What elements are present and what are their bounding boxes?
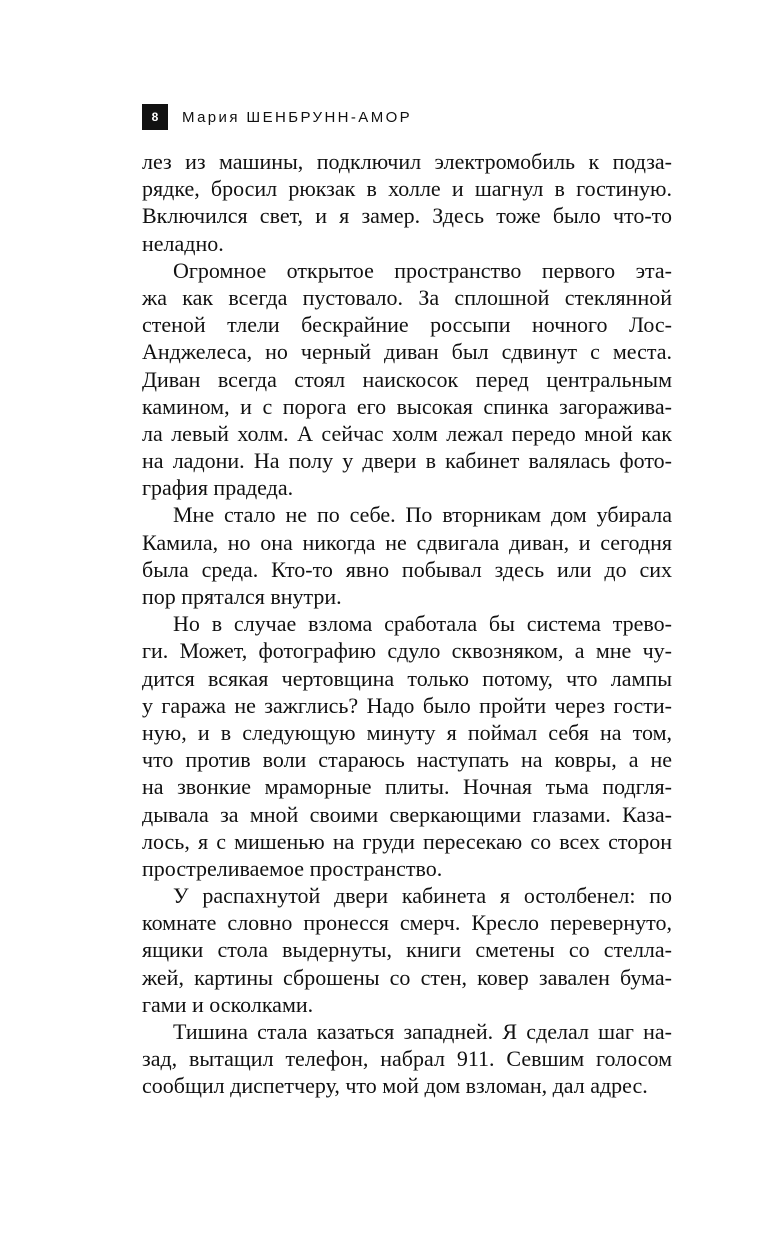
text-line: неладно. bbox=[142, 230, 224, 256]
running-head-title: Мария ШЕНБРУНН-АМОР bbox=[182, 108, 413, 126]
text-line: У распахнутой двери кабинета я остолбенел: по bbox=[173, 883, 672, 909]
paragraph bbox=[142, 148, 672, 257]
paragraph bbox=[142, 882, 672, 1018]
text-line: ги. Может, фотографию сдуло сквозняком, а мне чу- bbox=[142, 638, 672, 664]
text-line: простреливаемое пространство. bbox=[142, 855, 443, 881]
text-line: Камила, но она никогда не сдвигала диван, и сегодня bbox=[142, 529, 672, 555]
text-line: ную, и в следующую минуту я поймал себя на том, bbox=[142, 719, 672, 745]
text-line: Тишина стала казаться западней. Я сделал шаг на- bbox=[173, 1019, 672, 1044]
text-line: комнате словно пронесся смерч. Кресло перевернуто, bbox=[142, 910, 672, 936]
page-number: 8 bbox=[142, 104, 168, 130]
paragraph bbox=[142, 610, 672, 882]
text-line: рядке, бросил рюкзак в холле и шагнул в гостиную. bbox=[142, 176, 672, 202]
text-line: дится всякая чертовщина только потому, что лампы bbox=[142, 665, 672, 691]
text-line: Мне стало не по себе. По вторникам дом убирала bbox=[173, 502, 672, 528]
text-line: жей, картины сброшены со стен, ковер завален бума- bbox=[142, 964, 672, 990]
text-line: графия прадеда. bbox=[142, 475, 294, 501]
text-line: ла левый холм. А сейчас холм лежал передо мной как bbox=[142, 420, 672, 446]
text-line: лез из машины, подключил электромобиль к подза- bbox=[142, 149, 672, 174]
text-line: дывала за мной своими сверкающими глазами. Каза- bbox=[142, 801, 672, 827]
text-line: зад, вытащил телефон, набрал 911. Севшим голосом bbox=[142, 1046, 672, 1072]
text-line: была среда. Кто-то явно побывал здесь или до сих bbox=[142, 556, 672, 582]
body-text bbox=[142, 148, 672, 1100]
text-line: на звонкие мраморные плиты. Ночная тьма подгля- bbox=[142, 774, 672, 800]
text-line: лось, я с мишенью на груди пересекаю со всех сторон bbox=[142, 828, 672, 854]
text-line: сообщил диспетчеру, что мой дом взломан, дал адрес. bbox=[142, 1073, 648, 1099]
paragraph bbox=[142, 1018, 672, 1100]
text-line: что против воли стараюсь наступать на ковры, а не bbox=[142, 747, 672, 773]
text-line: жа как всегда пустовало. За сплошной стеклянной bbox=[142, 284, 672, 310]
text-line: Включился свет, и я замер. Здесь тоже было что-то bbox=[142, 203, 672, 229]
text-line: ящики стола выдернуты, книги сметены со стелла- bbox=[142, 937, 672, 963]
text-line: гами и осколками. bbox=[142, 991, 314, 1017]
text-line: камином, и с порога его высокая спинка загоражива- bbox=[142, 393, 672, 419]
text-line: Но в случае взлома сработала бы система трево- bbox=[173, 611, 672, 637]
text-line: Диван всегда стоял наискосок перед центральным bbox=[142, 366, 672, 392]
running-header bbox=[142, 104, 412, 130]
paragraph bbox=[142, 501, 672, 610]
text-line: пор прятался внутри. bbox=[142, 584, 342, 609]
text-line: стеной тлели бескрайние россыпи ночного Лос- bbox=[142, 312, 672, 338]
text-line: Анджелеса, но черный диван был сдвинут с места. bbox=[142, 339, 672, 365]
text-line: Огромное открытое пространство первого эта- bbox=[173, 257, 672, 283]
paragraph bbox=[142, 257, 672, 502]
text-line: у гаража не зажглись? Надо было пройти через гости- bbox=[142, 692, 672, 718]
text-line: на ладони. На полу у двери в кабинет валялась фото- bbox=[142, 448, 672, 474]
